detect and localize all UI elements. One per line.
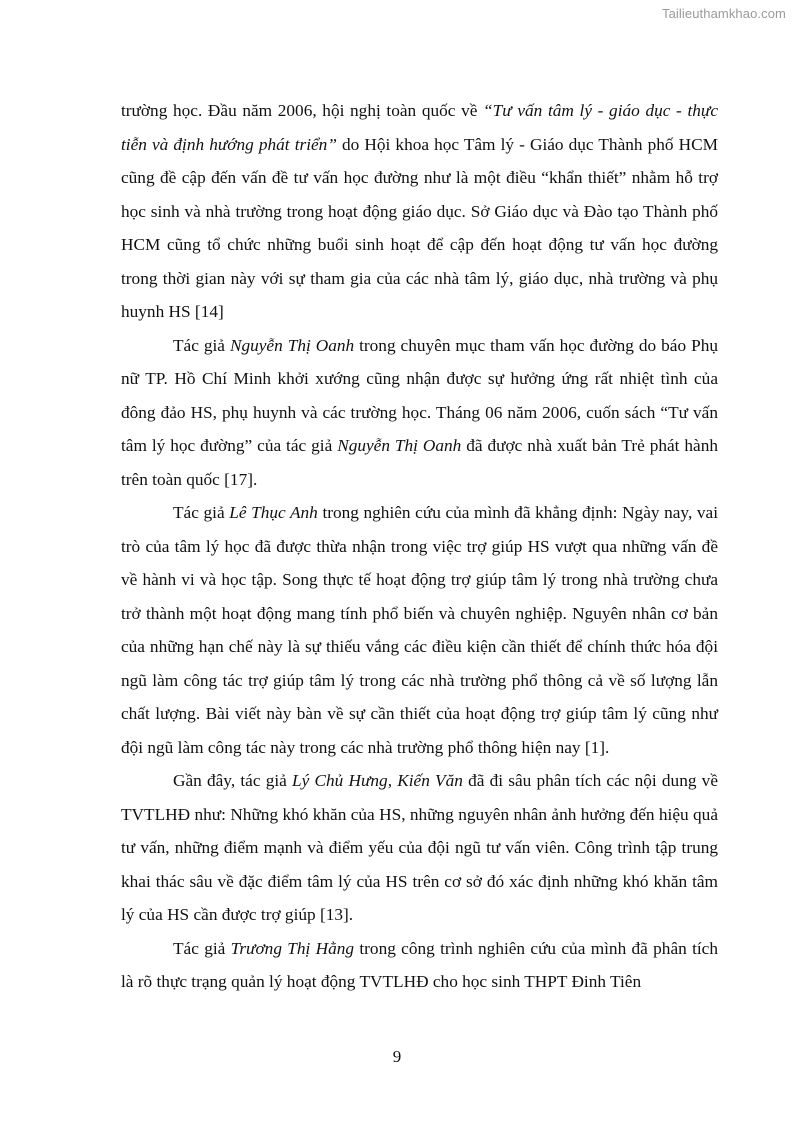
watermark: Tailieuthamkhao.com bbox=[661, 6, 786, 21]
text-segment: trường học. Đầu năm 2006, hội nghị toàn quốc về bbox=[121, 101, 484, 120]
author-name: Nguyễn Thị Oanh bbox=[337, 436, 462, 455]
paragraph-1 bbox=[121, 94, 718, 329]
text-segment: Tác giả bbox=[173, 503, 230, 522]
document-body bbox=[121, 94, 718, 999]
author-name: Lý Chủ Hưng, Kiến Văn bbox=[292, 771, 463, 790]
text-segment: trong chuyên mục tham vấn học đường do báo Phụ nữ TP. Hồ Chí Minh khởi xướng cũng nhận được sự hưởng ứng rất nhiệt tình của đông đảo HS, phụ huynh và các trường học. Tháng 06 năm 2006, cuốn sách “Tư vấn tâm lý học đường” của tác giả bbox=[121, 335, 718, 455]
page-number: 9 bbox=[392, 1047, 402, 1066]
text-segment: Tác giả bbox=[173, 335, 230, 355]
author-name: Trương Thị Hằng bbox=[230, 938, 355, 958]
text-segment: Gần đây, tác giả bbox=[173, 771, 293, 790]
text-segment: trong nghiên cứu của mình đã khẳng định: Ngày nay, vai trò của tâm lý học đã được thừa nhận trong việc trợ giúp HS vượt qua những vấn đề về hành vi và học tập. Song thực tế hoạt động trợ giúp tâm lý trong nhà trường chưa trở thành một hoạt động mang tính phổ biến và chuyên nghiệp. Nguyên nhân cơ bản của những hạn chế này là sự thiếu vắng các điều kiện cần thiết để chính thức hóa đội ngũ làm công tác trợ giúp tâm lý trong các nhà trường phổ thông cả về số lượng lẫn chất lượng. Bài viết này bàn về sự cần thiết của hoạt động trợ giúp tâm lý cũng như đội ngũ làm công tác này trong các nhà trường phổ thông hiện nay [1]. bbox=[121, 503, 718, 757]
text-segment: trong công trình nghiên cứu của mình đã phân tích là rõ thực trạng quản lý hoạt động TVTLHĐ cho học sinh THPT Đinh Tiên bbox=[121, 938, 718, 991]
text-segment: đã được nhà xuất bản Trẻ phát hành trên toàn quốc [17]. bbox=[121, 436, 718, 489]
text-segment: do Hội khoa học Tâm lý - Giáo dục Thành phố HCM cũng đề cập đến vấn đề tư vấn học đường như là một điều “khẩn thiết” nhằm hỗ trợ học sinh và nhà trường trong hoạt động giáo dục. Sở Giáo dục và Đào tạo Thành phố HCM cũng tổ chức những buổi sinh hoạt để cập đến hoạt động tư vấn học đường trong thời gian này với sự tham gia của các nhà tâm lý, giáo dục, nhà trường và phụ huynh HS [14] bbox=[121, 134, 719, 321]
paragraph-5 bbox=[121, 932, 718, 999]
paragraph-4 bbox=[121, 764, 718, 932]
author-name: Nguyễn Thị Oanh bbox=[229, 335, 355, 355]
author-name: Lê Thục Anh bbox=[229, 503, 318, 522]
text-segment: Tác giả bbox=[173, 938, 231, 958]
italic-title: “Tư vấn tâm lý - giáo dục - thực tiễn và định hướng phát triển” bbox=[121, 101, 718, 154]
paragraph-2 bbox=[121, 329, 718, 497]
text-segment: đã đi sâu phân tích các nội dung về TVTLHĐ như: Những khó khăn của HS, những nguyên nhân ảnh hưởng đến hiệu quả tư vấn, những điểm mạnh và điểm yếu của đội ngũ tư vấn viên. Công trình tập trung khai thác sâu về đặc điểm tâm lý của HS trên cơ sở đó xác định những khó khăn tâm lý của HS cần được trợ giúp [13]. bbox=[121, 771, 718, 924]
paragraph-3 bbox=[121, 496, 718, 764]
